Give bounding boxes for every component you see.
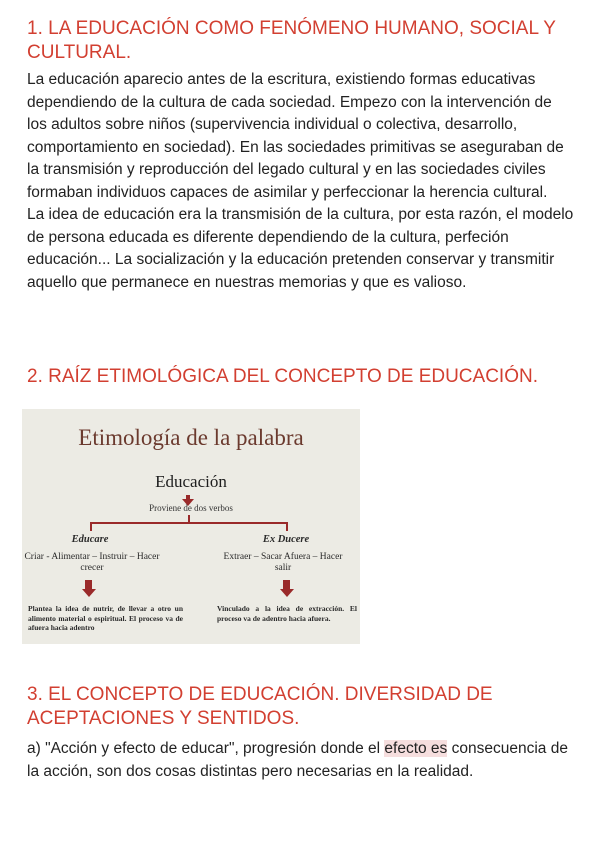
section-3-text-end: consecuencia de la acción, son dos cosas distintas pero necesarias en la realidad. [27,740,568,780]
section-3-text-start: a) "Acción y efecto de educar", progresión donde el [27,740,385,757]
figure-subtitle: Proviene de dos verbos [149,503,233,513]
etymology-figure [22,409,360,644]
branch-right-desc: Extraer – Sacar Afuera – Hacer salir [223,552,343,573]
right-arrow-icon [280,589,294,597]
section-1-heading: 1. LA EDUCACIÓN COMO FENÓMENO HUMANO, SOCIAL Y CULTURAL. [27,18,556,63]
section-3-heading: 3. EL CONCEPTO DE EDUCACIÓN. DIVERSIDAD DE ACEPTACIONES Y SENTIDOS. [27,684,493,729]
section-1-body [27,69,575,294]
branch-right-name: Ex Ducere [262,534,310,545]
section-1-paragraph-2: La idea de educación era la transmisión de la cultura, por esta razón, el modelo de persona educada es diferente dependiendo de la cultura, perfeción educación... La socialización y la educación pretenden conservar y transmitir aquello que permanece en nuestras memorias y que es valioso. [27,206,574,291]
connector-left-drop [90,522,92,531]
section-1-paragraph-1: La educación aparecio antes de la escritura, existiendo formas educativas dependiendo de la cultura de cada sociedad. Empezo con la intervención de los adultos sobre niños (supervivencia individual o colectiva, desarrollo, comportamiento en sociedad). En las sociedades primitivas se aseguraban de la transmisión y reproducción del legado cultural y en las sociedades civiles formaban individuos capaces de asimilar y perfeccionar la herencia cultural. [27,71,564,201]
left-arrow-stem [85,580,92,589]
branch-left-name: Educare [71,534,109,545]
connector-horizontal [90,522,287,524]
branch-right-note: Vinculado a la idea de extracción. El proceso va de adentro hacia afuera. [217,604,357,623]
right-arrow-stem [283,580,290,589]
section-2-heading: 2. RAÍZ ETIMOLÓGICA DEL CONCEPTO DE EDUCACIÓN. [27,366,538,387]
branch-left-desc: Criar - Alimentar – Instruir – Hacer crecer [24,552,160,573]
branch-left-note: Plantea la idea de nutrir, de llevar a otro un alimento material o espiritual. El proceso va de afuera hacia adentro [28,604,183,632]
figure-title: Etimología de la palabra [78,425,304,450]
highlighted-text: efecto es [384,740,448,757]
section-3-paragraph [27,738,575,783]
connector-right-drop [286,522,288,531]
left-arrow-icon [82,589,96,597]
figure-root-word: Educación [155,472,227,491]
